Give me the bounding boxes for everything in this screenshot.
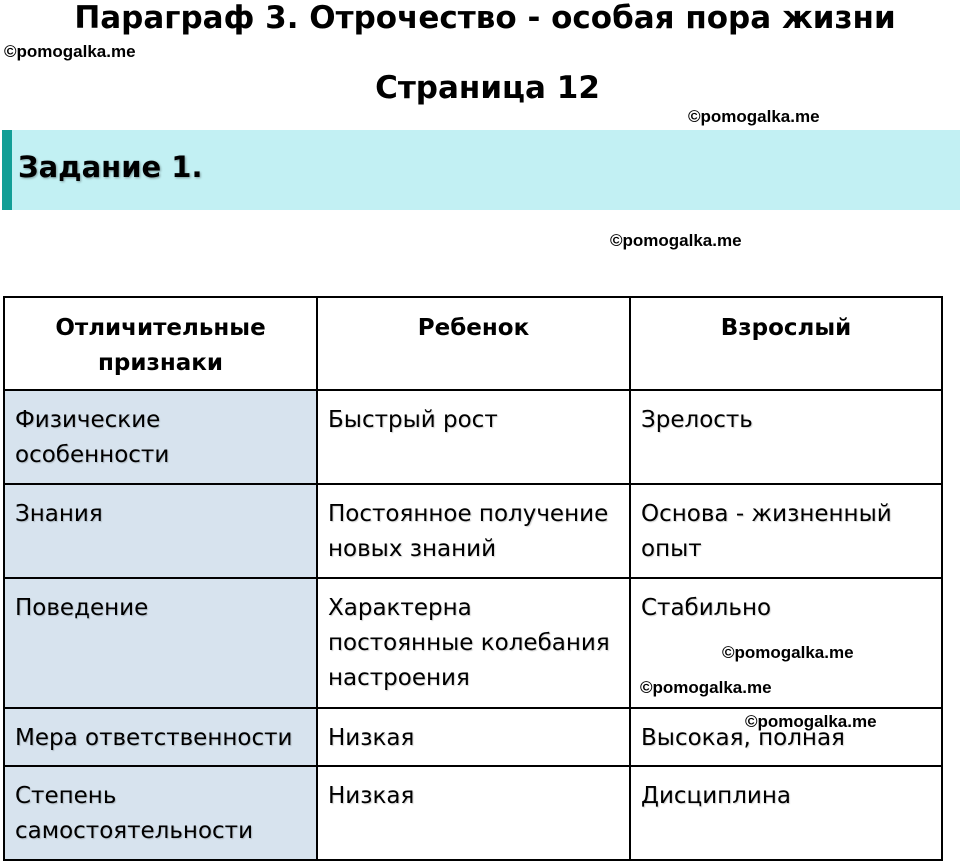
page-title: Параграф 3. Отрочество - особая пора жизни (74, 0, 896, 36)
page-subtitle: Страница 12 (375, 70, 600, 106)
task-label: Задание 1. (18, 150, 203, 184)
column-header-features: Отличительные признаки (4, 297, 317, 390)
table-row (4, 390, 942, 484)
adult-cell: Зрелость (630, 390, 942, 484)
child-cell: Быстрый рост (317, 390, 630, 484)
child-cell: Низкая (317, 766, 630, 860)
feature-cell: Мера ответственности (4, 708, 317, 766)
watermark: ©pomogalka.me (688, 107, 820, 126)
adult-cell: Дисциплина (630, 766, 942, 860)
adult-cell: Высокая, полная (630, 708, 942, 766)
feature-cell: Поведение (4, 578, 317, 708)
child-cell: Характерна постоянные колебания настроения (317, 578, 630, 708)
watermark: ©pomogalka.me (4, 42, 136, 61)
watermark: ©pomogalka.me (640, 678, 772, 697)
child-cell: Низкая (317, 708, 630, 766)
adult-cell: Стабильно (630, 578, 942, 708)
comparison-table (3, 296, 943, 861)
feature-cell: Физические особенности (4, 390, 317, 484)
table-row (4, 766, 942, 860)
column-header-child: Ребенок (317, 297, 630, 390)
task-header (2, 130, 960, 210)
watermark: ©pomogalka.me (610, 231, 742, 250)
column-header-adult: Взрослый (630, 297, 942, 390)
feature-cell: Степень самостоятельности (4, 766, 317, 860)
table-header-row (4, 297, 942, 390)
watermark: ©pomogalka.me (722, 643, 854, 662)
table-row (4, 484, 942, 578)
adult-cell: Основа - жизненный опыт (630, 484, 942, 578)
watermark: ©pomogalka.me (745, 712, 877, 731)
child-cell: Постоянное получение новых знаний (317, 484, 630, 578)
feature-cell: Знания (4, 484, 317, 578)
